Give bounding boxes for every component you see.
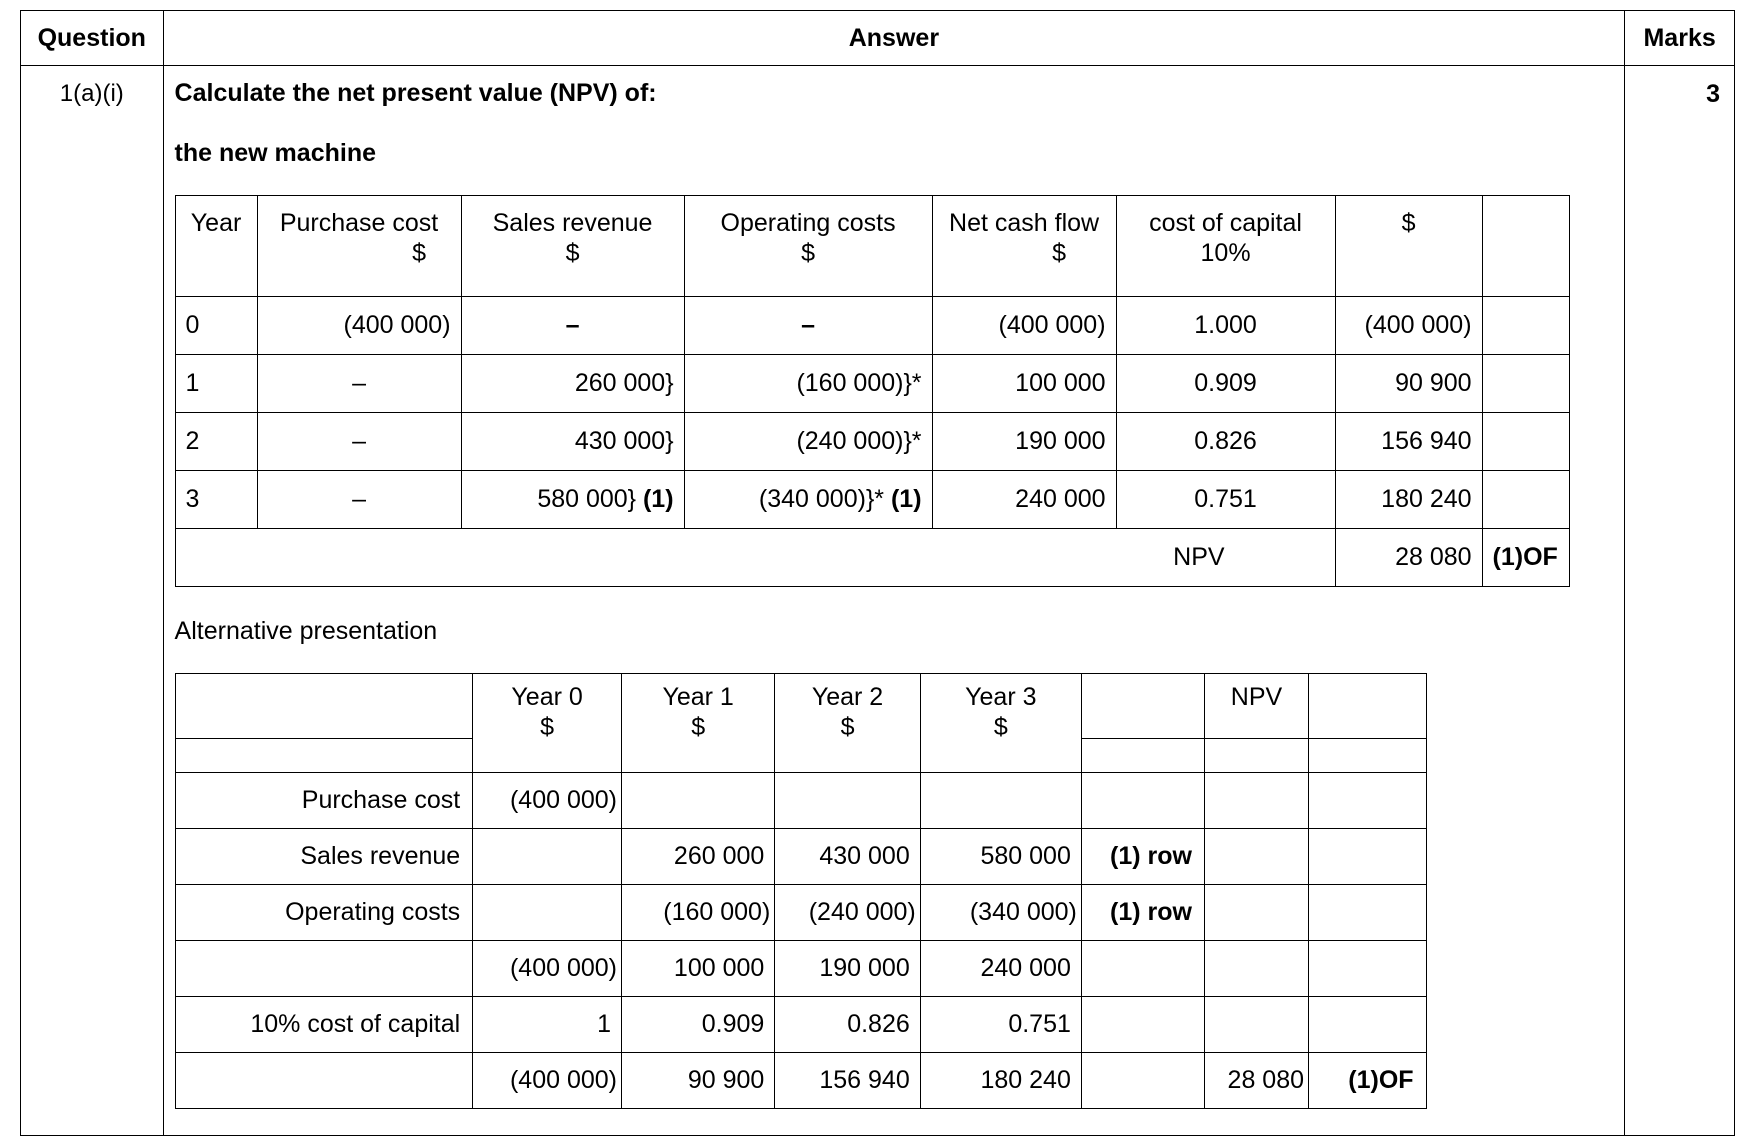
alt-col-header-year-0: Year 0 $: [473, 674, 622, 773]
mark-cell: (1) row: [1081, 885, 1204, 941]
npv-row-year-3: [175, 471, 1569, 529]
npv-cell: 28 080: [1204, 1053, 1308, 1109]
year-cell: 2: [175, 413, 257, 471]
npv-cell: [1204, 997, 1308, 1053]
npv-cell: [1204, 829, 1308, 885]
year-1-cell: 100 000: [622, 941, 775, 997]
alt-header-label-sub: [175, 739, 473, 773]
row-label: 10% cost of capital: [175, 997, 473, 1053]
year-1-cell: (160 000): [622, 885, 775, 941]
alt-header-label: [175, 674, 473, 739]
year-0-cell: (400 000): [473, 1053, 622, 1109]
year-1-cell: 90 900: [622, 1053, 775, 1109]
npv-value: 28 080: [1335, 529, 1482, 587]
sales-revenue-cell: 580 000} (1): [461, 471, 684, 529]
row-label: Purchase cost: [175, 773, 473, 829]
subprompt: the new machine: [174, 139, 376, 167]
col-header-year: Year: [175, 196, 257, 297]
mark-cell: [1482, 471, 1569, 529]
present-value-cell: 180 240: [1335, 471, 1482, 529]
present-value-cell: 156 940: [1335, 413, 1482, 471]
alt-row-present-value: [175, 1053, 1426, 1109]
alternative-npv-table: [175, 673, 1427, 1109]
question-header: Question: [21, 11, 164, 66]
alternative-presentation-label: Alternative presentation: [174, 617, 438, 645]
mark-scheme-table: [20, 10, 1735, 1136]
sales-revenue-cell: 260 000}: [461, 355, 684, 413]
npv-cell: [1204, 885, 1308, 941]
extra-mark-cell: [1309, 997, 1427, 1053]
alt-row-operating-costs: [175, 885, 1426, 941]
answer-cell: [163, 66, 1625, 1136]
year-3-cell: [920, 773, 1081, 829]
col-header-purchase-cost: Purchase cost $: [257, 196, 461, 297]
npv-cell: [1204, 941, 1308, 997]
alt-header-row: [175, 674, 1426, 739]
year-cell: 1: [175, 355, 257, 413]
mark-cell: [1482, 413, 1569, 471]
operating-costs-cell: (240 000)}*: [684, 413, 932, 471]
alt-col-header-year-1: Year 1 $: [622, 674, 775, 773]
alt-col-header-npv: NPV: [1204, 674, 1308, 739]
year-3-cell: (340 000): [920, 885, 1081, 941]
purchase-cost-cell: (400 000): [257, 297, 461, 355]
sales-revenue-cell: –: [461, 297, 684, 355]
row-label: [175, 1053, 473, 1109]
npv-label: NPV: [175, 529, 1335, 587]
discount-factor-cell: 1.000: [1116, 297, 1335, 355]
extra-mark-cell: (1)OF: [1309, 1053, 1427, 1109]
year-1-cell: 0.909: [622, 997, 775, 1053]
answer-row: [21, 66, 1735, 1136]
year-0-cell: (400 000): [473, 941, 622, 997]
discount-factor-cell: 0.751: [1116, 471, 1335, 529]
alt-col-header-npv-sub: [1204, 739, 1308, 773]
npv-total-row: [175, 529, 1569, 587]
mark-cell: [1482, 355, 1569, 413]
year-0-cell: 1: [473, 997, 622, 1053]
alt-col-header-extra-sub: [1309, 739, 1427, 773]
mark-cell: (1) row: [1081, 829, 1204, 885]
operating-costs-cell: (160 000)}*: [684, 355, 932, 413]
alt-row-purchase-cost: [175, 773, 1426, 829]
mark-cell: [1081, 997, 1204, 1053]
col-header-dollar: $: [1335, 196, 1482, 297]
mark-cell: [1081, 941, 1204, 997]
net-cash-flow-cell: (400 000): [932, 297, 1116, 355]
mark-cell: [1081, 773, 1204, 829]
net-cash-flow-cell: 240 000: [932, 471, 1116, 529]
mark-cell: [1482, 297, 1569, 355]
marks-value: 3: [1625, 66, 1735, 1136]
net-cash-flow-cell: 100 000: [932, 355, 1116, 413]
alt-col-header-mark-sub: [1081, 739, 1204, 773]
year-2-cell: 430 000: [775, 829, 920, 885]
year-1-cell: 260 000: [622, 829, 775, 885]
alt-col-header-year-3: Year 3 $: [920, 674, 1081, 773]
year-3-cell: 0.751: [920, 997, 1081, 1053]
row-label: Sales revenue: [175, 829, 473, 885]
year-2-cell: 0.826: [775, 997, 920, 1053]
year-2-cell: (240 000): [775, 885, 920, 941]
alt-col-header-mark: [1081, 674, 1204, 739]
npv-row-year-2: [175, 413, 1569, 471]
purchase-cost-cell: –: [257, 471, 461, 529]
alt-row-net-cash-flow: [175, 941, 1426, 997]
header-row: [21, 11, 1735, 66]
alt-row-cost-of-capital: [175, 997, 1426, 1053]
answer-header: Answer: [163, 11, 1625, 66]
year-3-cell: 240 000: [920, 941, 1081, 997]
purchase-cost-cell: –: [257, 355, 461, 413]
year-cell: 3: [175, 471, 257, 529]
alt-col-header-extra: [1309, 674, 1427, 739]
year-cell: 0: [175, 297, 257, 355]
year-0-cell: [473, 829, 622, 885]
year-1-cell: [622, 773, 775, 829]
col-header-blank: [1482, 196, 1569, 297]
extra-mark-cell: [1309, 941, 1427, 997]
operating-costs-cell: (340 000)}* (1): [684, 471, 932, 529]
npv-mark: (1)OF: [1482, 529, 1569, 587]
year-3-cell: 580 000: [920, 829, 1081, 885]
col-header-sales-revenue: Sales revenue $: [461, 196, 684, 297]
alt-row-sales-revenue: [175, 829, 1426, 885]
year-0-cell: [473, 885, 622, 941]
year-2-cell: 190 000: [775, 941, 920, 997]
col-header-cost-of-capital: cost of capital 10%: [1116, 196, 1335, 297]
mark-cell: [1081, 1053, 1204, 1109]
operating-costs-cell: –: [684, 297, 932, 355]
present-value-cell: (400 000): [1335, 297, 1482, 355]
npv-table-header: [175, 196, 1569, 297]
npv-table: [175, 195, 1570, 587]
extra-mark-cell: [1309, 885, 1427, 941]
net-cash-flow-cell: 190 000: [932, 413, 1116, 471]
extra-mark-cell: [1309, 773, 1427, 829]
col-header-net-cash-flow: Net cash flow $: [932, 196, 1116, 297]
row-label: [175, 941, 473, 997]
col-header-operating-costs: Operating costs $: [684, 196, 932, 297]
alt-col-header-year-2: Year 2 $: [775, 674, 920, 773]
present-value-cell: 90 900: [1335, 355, 1482, 413]
year-0-cell: (400 000): [473, 773, 622, 829]
npv-row-year-0: [175, 297, 1569, 355]
question-ref: 1(a)(i): [21, 66, 164, 1136]
extra-mark-cell: [1309, 829, 1427, 885]
year-3-cell: 180 240: [920, 1053, 1081, 1109]
year-2-cell: 156 940: [775, 1053, 920, 1109]
purchase-cost-cell: –: [257, 413, 461, 471]
discount-factor-cell: 0.826: [1116, 413, 1335, 471]
prompt: Calculate the net present value (NPV) of:: [174, 79, 657, 107]
sales-revenue-cell: 430 000}: [461, 413, 684, 471]
year-2-cell: [775, 773, 920, 829]
row-label: Operating costs: [175, 885, 473, 941]
npv-row-year-1: [175, 355, 1569, 413]
discount-factor-cell: 0.909: [1116, 355, 1335, 413]
marks-header: Marks: [1625, 11, 1735, 66]
npv-cell: [1204, 773, 1308, 829]
